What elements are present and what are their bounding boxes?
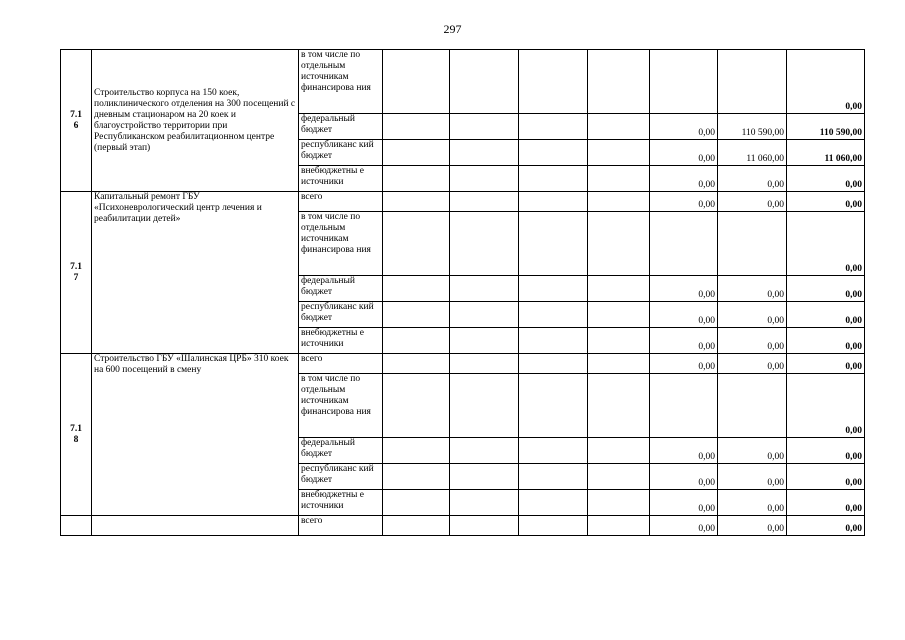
empty-cell: [588, 328, 650, 354]
empty-cell: [588, 374, 650, 438]
empty-cell: [519, 276, 588, 302]
empty-cell: [450, 140, 519, 166]
funding-source: внебюджетны е источники: [299, 490, 383, 516]
empty-cell: [450, 192, 519, 212]
funding-source: всего: [299, 192, 383, 212]
empty-cell: [450, 166, 519, 192]
total-cell: 0,00: [787, 464, 865, 490]
value-cell: 110 590,00: [718, 114, 787, 140]
empty-cell: [588, 302, 650, 328]
value-cell: 0,00: [718, 464, 787, 490]
value-cell: 0,00: [718, 276, 787, 302]
value-cell: 0,00: [650, 464, 718, 490]
funding-source: в том числе по отдельным источникам финансирова ния: [299, 212, 383, 276]
empty-cell: [519, 166, 588, 192]
total-cell: 0,00: [787, 50, 865, 114]
empty-cell: [383, 140, 450, 166]
empty-cell: [450, 516, 519, 536]
table-row: [61, 516, 865, 536]
empty-cell: [450, 464, 519, 490]
total-cell: 0,00: [787, 192, 865, 212]
empty-cell: [519, 140, 588, 166]
item-code: [61, 516, 92, 536]
empty-cell: [588, 516, 650, 536]
empty-cell: [383, 302, 450, 328]
empty-cell: [450, 114, 519, 140]
empty-cell: [383, 328, 450, 354]
empty-cell: [383, 374, 450, 438]
funding-source: всего: [299, 354, 383, 374]
total-cell: 0,00: [787, 212, 865, 276]
total-cell: 0,00: [787, 490, 865, 516]
funding-source: федеральный бюджет: [299, 114, 383, 140]
item-name: Строительство корпуса на 150 коек, поликлинического отделения на 300 посещений с дневным стационаром на 20 коек и благоустройство территории при Республиканском реабилитационном центре (первый этап): [92, 50, 299, 192]
empty-cell: [383, 114, 450, 140]
empty-cell: [450, 490, 519, 516]
value-cell: 0,00: [718, 302, 787, 328]
empty-cell: [519, 302, 588, 328]
empty-cell: [588, 212, 650, 276]
value-cell: [718, 212, 787, 276]
empty-cell: [383, 212, 450, 276]
empty-cell: [588, 114, 650, 140]
empty-cell: [519, 114, 588, 140]
empty-cell: [383, 276, 450, 302]
value-cell: [718, 50, 787, 114]
item-code: 7.1 6: [61, 50, 92, 192]
empty-cell: [450, 50, 519, 114]
empty-cell: [383, 490, 450, 516]
item-code: 7.1 8: [61, 354, 92, 516]
empty-cell: [588, 276, 650, 302]
empty-cell: [519, 192, 588, 212]
total-cell: 0,00: [787, 328, 865, 354]
empty-cell: [588, 140, 650, 166]
empty-cell: [383, 464, 450, 490]
value-cell: 0,00: [650, 140, 718, 166]
empty-cell: [450, 374, 519, 438]
value-cell: [650, 50, 718, 114]
value-cell: 0,00: [650, 354, 718, 374]
value-cell: 0,00: [718, 192, 787, 212]
total-cell: 0,00: [787, 438, 865, 464]
total-cell: 110 590,00: [787, 114, 865, 140]
total-cell: 0,00: [787, 276, 865, 302]
value-cell: 0,00: [718, 438, 787, 464]
value-cell: 0,00: [650, 516, 718, 536]
funding-source: республиканс кий бюджет: [299, 140, 383, 166]
empty-cell: [450, 212, 519, 276]
value-cell: [650, 212, 718, 276]
value-cell: 0,00: [650, 276, 718, 302]
empty-cell: [588, 166, 650, 192]
funding-source: федеральный бюджет: [299, 276, 383, 302]
empty-cell: [519, 50, 588, 114]
value-cell: 0,00: [650, 302, 718, 328]
empty-cell: [519, 374, 588, 438]
funding-source: республиканс кий бюджет: [299, 302, 383, 328]
empty-cell: [519, 464, 588, 490]
empty-cell: [519, 212, 588, 276]
value-cell: [718, 374, 787, 438]
table-row: [61, 50, 865, 114]
value-cell: 0,00: [718, 516, 787, 536]
table-row: [61, 354, 865, 374]
value-cell: 0,00: [718, 328, 787, 354]
empty-cell: [519, 354, 588, 374]
budget-table: [60, 49, 865, 536]
empty-cell: [588, 50, 650, 114]
empty-cell: [383, 166, 450, 192]
value-cell: 0,00: [718, 166, 787, 192]
funding-source: внебюджетны е источники: [299, 166, 383, 192]
funding-source: в том числе по отдельным источникам финансирова ния: [299, 374, 383, 438]
empty-cell: [519, 516, 588, 536]
total-cell: 11 060,00: [787, 140, 865, 166]
empty-cell: [588, 192, 650, 212]
value-cell: 0,00: [650, 166, 718, 192]
value-cell: [650, 374, 718, 438]
empty-cell: [383, 50, 450, 114]
value-cell: 0,00: [650, 114, 718, 140]
total-cell: 0,00: [787, 374, 865, 438]
funding-source: всего: [299, 516, 383, 536]
empty-cell: [519, 328, 588, 354]
total-cell: 0,00: [787, 516, 865, 536]
empty-cell: [519, 438, 588, 464]
funding-source: республиканс кий бюджет: [299, 464, 383, 490]
empty-cell: [450, 276, 519, 302]
empty-cell: [588, 354, 650, 374]
empty-cell: [383, 192, 450, 212]
table-row: [61, 192, 865, 212]
value-cell: 0,00: [650, 328, 718, 354]
value-cell: 0,00: [718, 354, 787, 374]
item-name: Строительство ГБУ «Шалинская ЦРБ» 310 коек на 600 посещений в смену: [92, 354, 299, 516]
total-cell: 0,00: [787, 354, 865, 374]
value-cell: 0,00: [650, 438, 718, 464]
empty-cell: [383, 516, 450, 536]
item-name: Капитальный ремонт ГБУ «Психоневрологический центр лечения и реабилитации детей»: [92, 192, 299, 354]
funding-source: федеральный бюджет: [299, 438, 383, 464]
total-cell: 0,00: [787, 302, 865, 328]
empty-cell: [519, 490, 588, 516]
empty-cell: [383, 438, 450, 464]
funding-source: внебюджетны е источники: [299, 328, 383, 354]
empty-cell: [588, 464, 650, 490]
total-cell: 0,00: [787, 166, 865, 192]
value-cell: 0,00: [650, 192, 718, 212]
value-cell: 0,00: [650, 490, 718, 516]
value-cell: 0,00: [718, 490, 787, 516]
item-name: [92, 516, 299, 536]
value-cell: 11 060,00: [718, 140, 787, 166]
page-number: 297: [443, 22, 462, 36]
empty-cell: [450, 328, 519, 354]
item-code: 7.1 7: [61, 192, 92, 354]
empty-cell: [450, 302, 519, 328]
empty-cell: [588, 490, 650, 516]
empty-cell: [588, 438, 650, 464]
funding-source: в том числе по отдельным источникам финансирова ния: [299, 50, 383, 114]
empty-cell: [383, 354, 450, 374]
empty-cell: [450, 438, 519, 464]
empty-cell: [450, 354, 519, 374]
